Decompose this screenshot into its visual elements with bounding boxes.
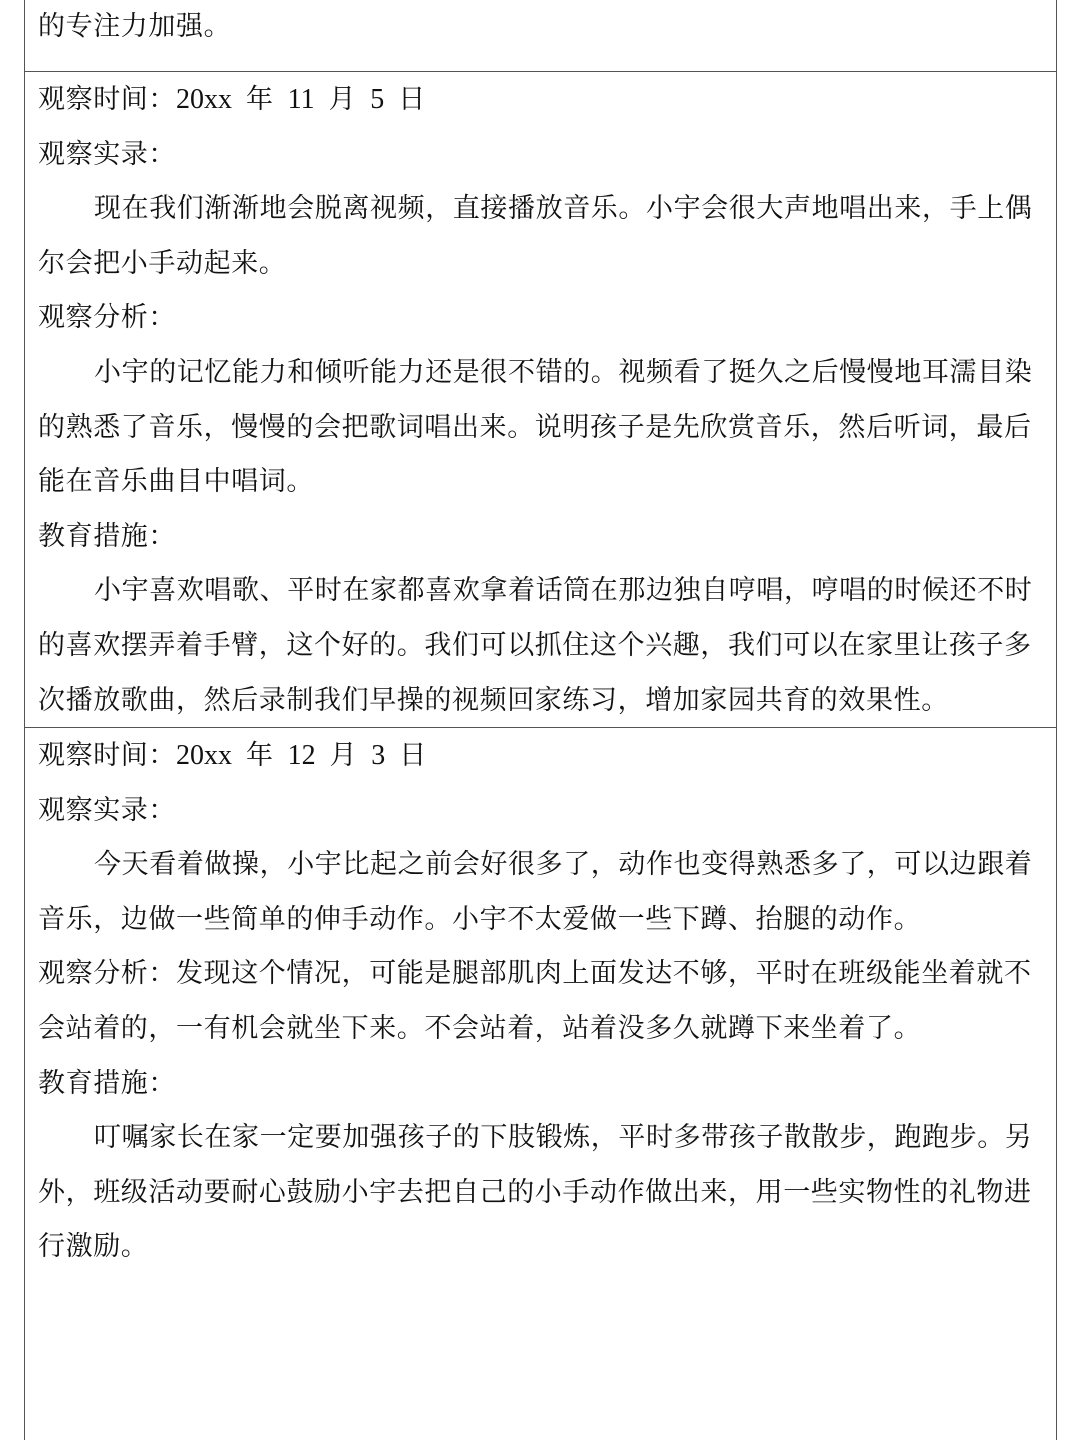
measures-text-line: 叮嘱家长在家一定要加强孩子的下肢锻炼，平时多带孩子散散步，跑跑步。另 — [94, 1122, 1033, 1154]
measures-label: 教育措施： — [38, 520, 176, 552]
analysis-text-line: 的熟悉了音乐，慢慢的会把歌词唱出来。说明孩子是先欣赏音乐，然后听词，最后 — [38, 411, 1032, 443]
date-year: 20xx — [176, 84, 232, 115]
previous-entry-tail — [25, 0, 1056, 72]
analysis-text-line: 能在音乐曲目中唱词。 — [38, 466, 314, 498]
date-day-unit: 日 — [399, 740, 427, 771]
text-line: 的专注力加强。 — [38, 11, 232, 42]
record-text-line: 今天看着做操，小宇比起之前会好很多了，动作也变得熟悉多了，可以边跟着 — [94, 849, 1033, 881]
measures-text-line: 次播放歌曲，然后录制我们早操的视频回家练习，增加家园共育的效果性。 — [38, 684, 949, 716]
analysis-text-line: 观察分析：发现这个情况，可能是腿部肌肉上面发达不够，平时在班级能坐着就不 — [38, 958, 1032, 990]
observation-entry-2 — [25, 728, 1056, 1440]
observation-entry-1 — [25, 72, 1056, 728]
analysis-label: 观察分析： — [38, 302, 176, 334]
date-label: 观察时间： — [38, 740, 176, 771]
record-text-line: 音乐，边做一些简单的伸手动作。小宇不太爱做一些下蹲、抬腿的动作。 — [38, 903, 922, 935]
date-day-unit: 日 — [398, 84, 426, 115]
date-month: 11 — [287, 84, 315, 115]
measures-label: 教育措施： — [38, 1067, 176, 1099]
measures-text-line: 外，班级活动要耐心鼓励小宇去把自己的小手动作做出来，用一些实物性的礼物进 — [38, 1176, 1032, 1208]
date-day: 3 — [371, 740, 386, 771]
record-label: 观察实录： — [38, 794, 176, 826]
observation-date — [38, 729, 1046, 784]
date-month-unit: 月 — [328, 84, 357, 115]
measures-text-line: 行激励。 — [38, 1231, 149, 1263]
record-text-line: 现在我们渐渐地会脱离视频，直接播放音乐。小宇会很大声地唱出来，手上偶 — [94, 193, 1033, 225]
measures-text-line: 的喜欢摆弄着手臂，这个好的。我们可以抓住这个兴趣，我们可以在家里让孩子多 — [38, 629, 1032, 661]
date-month-unit: 月 — [329, 740, 358, 771]
date-label: 观察时间： — [38, 84, 176, 115]
observation-record-table — [24, 0, 1057, 1440]
record-label: 观察实录： — [38, 138, 176, 170]
analysis-text-line: 小宇的记忆能力和倾听能力还是很不错的。视频看了挺久之后慢慢地耳濡目染 — [94, 356, 1033, 388]
date-day: 5 — [370, 84, 385, 115]
date-month: 12 — [287, 740, 316, 771]
date-year: 20xx — [176, 740, 232, 771]
analysis-text-line: 会站着的，一有机会就坐下来。不会站着，站着没多久就蹲下来坐着了。 — [38, 1012, 922, 1044]
record-text-line: 尔会把小手动起来。 — [38, 247, 287, 279]
measures-text-line: 小宇喜欢唱歌、平时在家都喜欢拿着话筒在那边独自哼唱，哼唱的时候还不时 — [94, 575, 1033, 607]
observation-date — [38, 73, 1046, 128]
date-year-unit: 年 — [246, 84, 274, 115]
date-year-unit: 年 — [246, 740, 274, 771]
